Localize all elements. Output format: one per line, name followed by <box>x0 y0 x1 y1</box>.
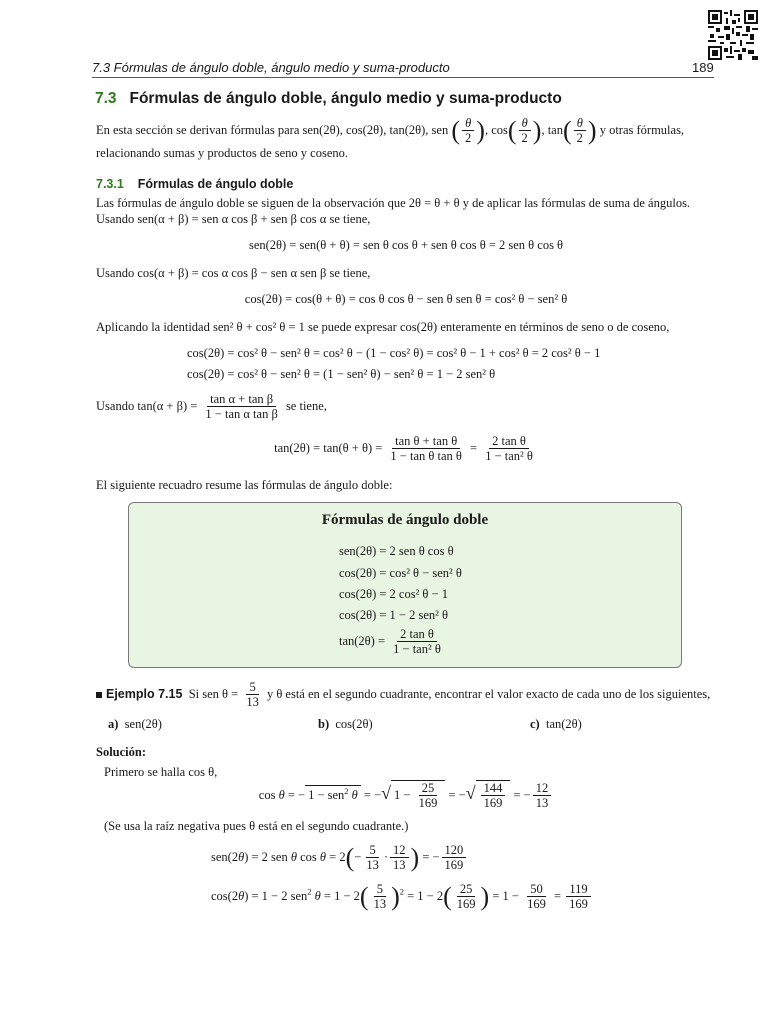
formula-cos2theta-1: cos(2θ) = cos² θ − sen² θ <box>339 566 462 580</box>
paragraph-5: Usando tan(α + β) = $\frac{\text{tan α + tan β}}{\text{1 − tan α tan β}}$ se tiene, <box>96 392 327 422</box>
tan-sum-fraction: $\frac{\text{tan α + tan β}}{\text{1 − tan α tan β}}$ <box>205 392 278 422</box>
section-title: Fórmulas de ángulo doble, ángulo medio y suma-producto <box>129 90 562 107</box>
subsection-title: Fórmulas de ángulo doble <box>137 177 294 191</box>
equation-tan2theta: tan(2θ) = tan(θ + θ) = $\frac{\text{tan θ + tan θ}}{\text{1 − tan θ tan θ}}$ = $\frac{\text{2 tan θ}}{\text{1 − tan² θ}}$ <box>274 434 533 464</box>
intro-paragraph-line1: En esta sección se derivan fórmulas para sen(2θ), cos(2θ), tan(2θ), sen ( $\frac{\theta}{2}$ ), cos( $\frac{\theta}{2}$ ), tan( $\frac{\theta}{2}$ ) y otras fórmulas, <box>96 115 685 146</box>
formula-tan2theta: tan(2θ) = $\frac{\text{2 tan θ}}{\text{1 − tan² θ}}$ <box>339 627 441 657</box>
paragraph-4: Aplicando la identidad sen² θ + cos² θ = 1 se puede expresar cos(2θ) enteramente en términos de seno o de coseno, <box>96 320 670 334</box>
intro-text-2: y otras fórmulas, <box>599 122 685 137</box>
section-number: 7.3 <box>95 90 117 107</box>
example-label: Ejemplo 7.15 <box>106 686 183 701</box>
formula-cos2theta-3: cos(2θ) = 1 − 2 sen² θ <box>339 608 448 622</box>
intro-text-1: En esta sección se derivan fórmulas para sen(2θ), cos(2θ), tan(2θ), sen <box>96 122 449 137</box>
paragraph-6: El siguiente recuadro resume las fórmulas de ángulo doble: <box>96 478 393 492</box>
equation-cos2theta-value: cos(2θ) = 1 − 2 sen$^2$ θ = 1 − 2( $\frac{5}{13}$ )$^2$ = 1 − 2( $\frac{25}{169}$ ) = 1 − $\frac{50}{169}$ = $\frac{119}{169}$ <box>211 882 593 912</box>
paragraph-2: Usando sen(α + β) = sen α cos β + sen β cos α se tiene, <box>96 212 371 226</box>
equation-cos2theta-cos: cos(2θ) = cos² θ − sen² θ = cos² θ − (1 − cos² θ) = cos² θ − 1 + cos² θ = 2 cos² θ − 1 <box>187 346 601 360</box>
equation-sen2theta-value: sen(2θ) = 2 sen θ cos θ = 2(− $\frac{5}{13}$ · $\frac{12}{13}$ ) = − $\frac{120}{169}$ <box>211 843 468 873</box>
example-item-c: c) tan(2θ) <box>530 717 582 731</box>
running-header-title: 7.3 Fórmulas de ángulo doble, ángulo medio y suma-producto <box>92 60 450 75</box>
intro-paragraph-line2: relacionando sumas y productos de seno y coseno. <box>96 146 349 160</box>
page-number: 189 <box>692 60 714 75</box>
formula-cos2theta-2: cos(2θ) = 2 cos² θ − 1 <box>339 587 448 601</box>
example-item-b: b) cos(2θ) <box>318 717 373 731</box>
equation-cos-theta-value: cos θ = − 1 − sen$^2$ θ = −√ 1 − $\frac{25}{169}$ = −√ $\frac{144}{169}$ = − $\frac{12}{13}$ <box>96 780 716 811</box>
formula-sen2theta: sen(2θ) = 2 sen θ cos θ <box>339 544 454 558</box>
example-bullet-icon <box>96 692 102 698</box>
summary-box-title: Fórmulas de ángulo doble <box>321 512 489 528</box>
summary-box <box>128 502 682 668</box>
section-heading <box>95 90 562 108</box>
qr-code-icon <box>708 10 758 60</box>
equation-cos2theta: cos(2θ) = cos(θ + θ) = cos θ cos θ − sen θ sen θ = cos² θ − sen² θ <box>244 292 568 306</box>
subsection-number: 7.3.1 <box>96 177 124 191</box>
paragraph-3: Usando cos(α + β) = cos α cos β − sen α sen β se tiene, <box>96 266 371 280</box>
example-statement: Ejemplo 7.15 Si sen θ = $\frac{5}{13}$ y θ está en el segundo cuadrante, encontrar el valor exacto de cada uno de los siguientes, <box>96 680 710 710</box>
paragraph-1: Las fórmulas de ángulo doble se siguen de la observación que 2θ = θ + θ y de aplicar las fórmulas de suma de ángulos. <box>96 196 691 210</box>
equation-sen2theta: sen(2θ) = sen(θ + θ) = sen θ cos θ + sen θ cos θ = 2 sen θ cos θ <box>248 238 564 252</box>
header-rule <box>92 77 714 78</box>
example-item-a: a) sen(2θ) <box>108 717 162 731</box>
solution-label: Solución: <box>96 745 147 759</box>
solution-line1: Primero se halla cos θ, <box>104 765 218 779</box>
equation-cos2theta-sen: cos(2θ) = cos² θ − sen² θ = (1 − sen² θ) − sen² θ = 1 − 2 sen² θ <box>187 367 496 381</box>
solution-note: (Se usa la raíz negativa pues θ está en el segundo cuadrante.) <box>104 819 409 833</box>
subsection-heading <box>96 177 293 191</box>
